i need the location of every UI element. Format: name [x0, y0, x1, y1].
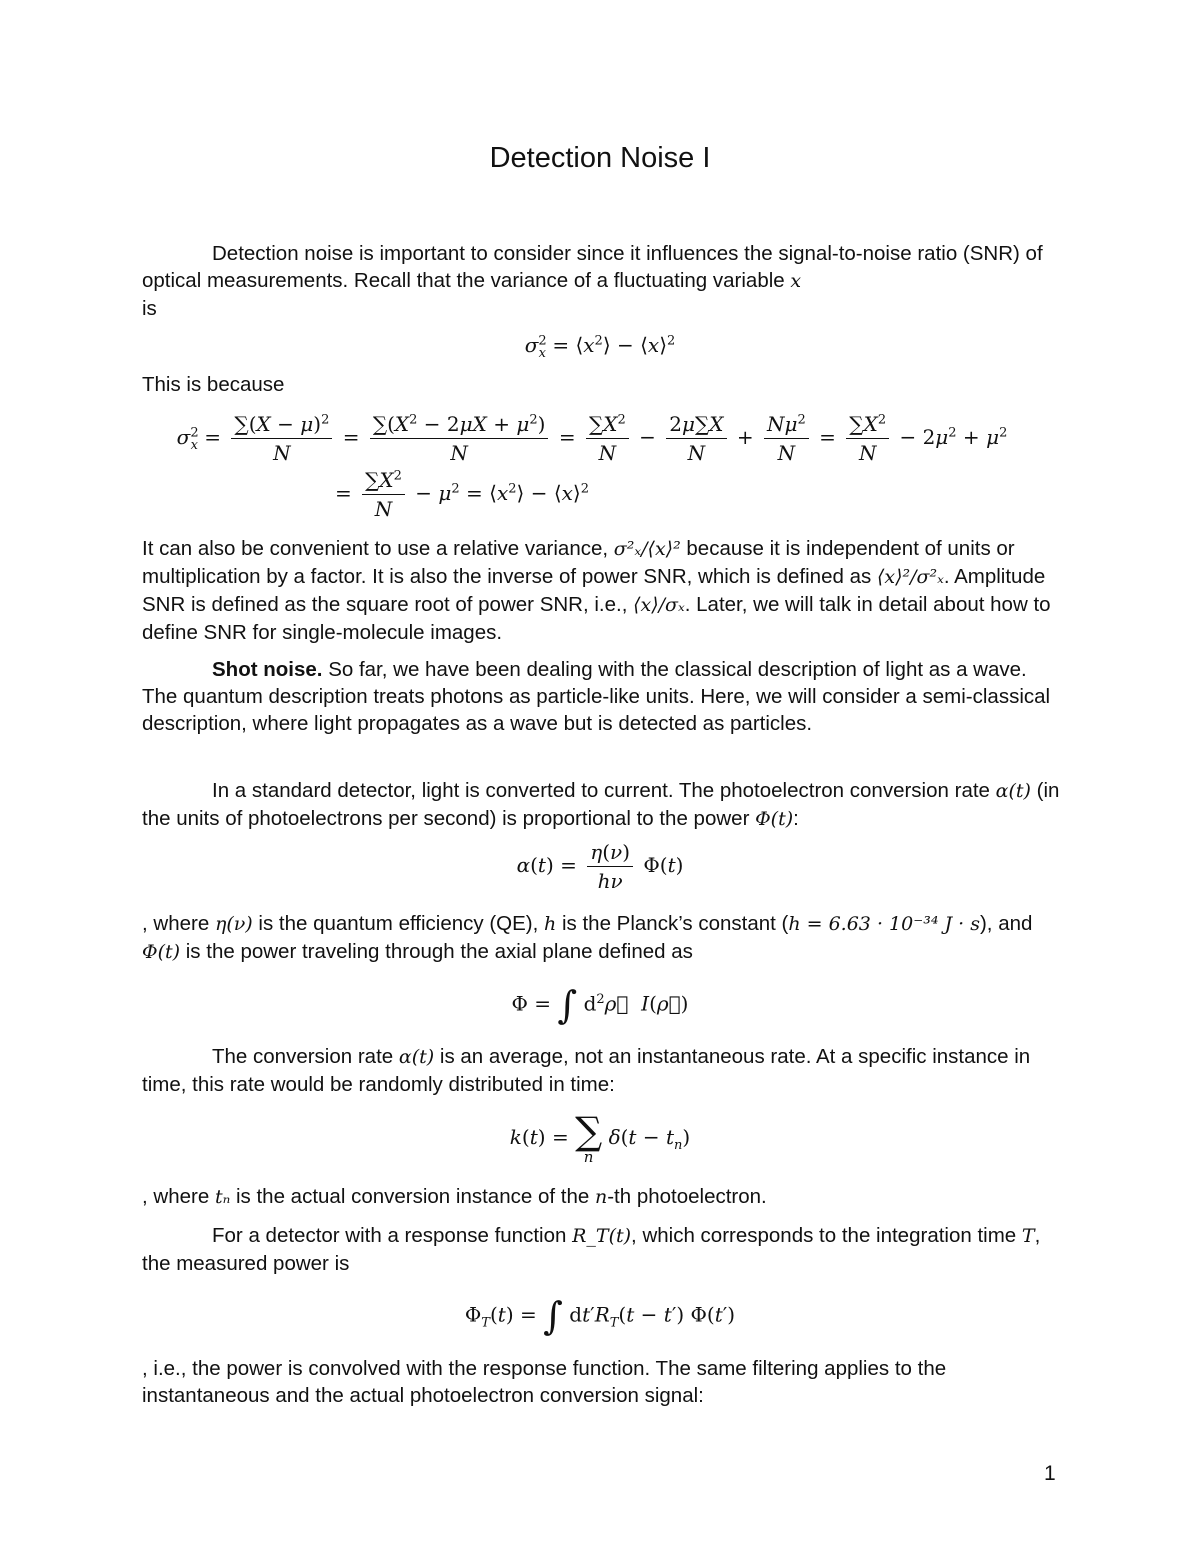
alpha-expr: α(t) — [995, 780, 1031, 802]
variable-x: x — [790, 270, 802, 292]
qe-text-e: is the power traveling through the axial plane defined as — [185, 940, 693, 963]
phi-expr: Φ(t) — [755, 808, 794, 830]
because-paragraph: This is because — [142, 373, 285, 396]
detector-text-c: : — [793, 807, 799, 830]
tn-expr: tₙ — [214, 1186, 231, 1208]
intro-paragraph — [142, 240, 1067, 322]
conversion-rate-equation: α(t) = $\frac{\eta(\nu)}{h\nu}$ Φ(t) — [516, 840, 684, 893]
planck-h: h — [544, 913, 557, 935]
conversion-rate-paragraph — [142, 1043, 1067, 1098]
page-title: Detection Noise I — [489, 142, 711, 174]
intro-text-end: is — [142, 297, 157, 320]
relative-variance-text-c: . Amplitude SNR is defined as the square root of power SNR, i.e., — [142, 565, 1046, 616]
relative-variance-text-b: because it is independent of units or multiplication by a factor. It is also the inverse of power SNR, which is defined as — [142, 537, 1015, 588]
page-number: 1 — [1044, 1462, 1056, 1485]
qe-text-c: is the Planck’s constant ( — [561, 912, 789, 935]
tn-paragraph — [142, 1183, 1067, 1211]
qe-text-a: , where — [142, 912, 210, 935]
shot-noise-heading: Shot noise. — [212, 658, 323, 681]
tn-text-b: is the actual conversion instance of the — [235, 1185, 590, 1208]
power-integral-equation: Φ = ∫ $d^2\rho⃗$ I(ρ⃗) — [511, 983, 689, 1027]
variance-derivation-line2: = $\frac{\sum X^2}{N}$ − $\mu^2$ = $⟨x^2⟩$ − ⟨x⟩$^2$ — [335, 468, 589, 521]
relative-variance-text-a: It can also be convenient to use a relative variance, — [142, 537, 609, 560]
response-function-expr: R_T(t) — [572, 1225, 632, 1247]
conversion-text-a: The conversion rate — [212, 1045, 394, 1068]
variance-derivation-line1: $\sigma^2_x$ = $\frac{\sum(X - \mu)^2}{N}$ = $\frac{\sum(X^2 - 2\mu X + \mu^2)}{N}$ = $\frac{\sum X^2}{N}$ − $\frac{2\mu\sum X}{N}$ + $\frac{N\mu^2}{N}$ = $\frac{\sum X^2}{N}$ − $2\mu^2 + \mu^2$ — [176, 412, 1008, 465]
shot-noise-text: So far, we have been dealing with the classical description of light as a wave. The quantum description treats photons as particle-like units. Here, we will consider a semi-classical description, where light propagates as a wave but is detected as particles. — [142, 658, 1051, 735]
power-snr-expr: ⟨x⟩²/σ²ₓ — [876, 566, 944, 588]
shot-noise-paragraph — [142, 656, 1067, 737]
phi-expr-2: Φ(t) — [142, 941, 181, 963]
quantum-efficiency-paragraph — [142, 910, 1067, 966]
detector-text-a: In a standard detector, light is converted to current. The photoelectron conversion rate — [212, 779, 990, 802]
conversion-text-b: is an average, not an instantaneous rate. At a specific instance in time, this rate would be randomly distributed in time: — [142, 1045, 1031, 1096]
n-expr: n — [594, 1186, 608, 1208]
detector-paragraph — [142, 777, 1067, 833]
relative-variance-text-d: . Later, we will talk in detail about how to define SNR for single-molecule images. — [142, 593, 1051, 644]
measured-power-equation: $\Phi_T(t)$ = ∫ $dt'R_T(t - t')$ Φ(t′) — [464, 1294, 736, 1338]
detector-text-b: (in the units of photoelectrons per second) is proportional to the power — [142, 779, 1060, 830]
intro-text: Detection noise is important to consider since it influences the signal-to-noise ratio (SNR) of optical measurements. Recall that the variance of a fluctuating variable — [142, 242, 1043, 292]
amplitude-snr-expr: ⟨x⟩/σₓ — [633, 594, 685, 616]
response-function-paragraph — [142, 1222, 1067, 1277]
response-text-c: , the measured power is — [142, 1224, 1041, 1275]
relative-variance-expr: σ²ₓ/⟨x⟩² — [613, 538, 681, 560]
relative-variance-paragraph — [142, 535, 1067, 646]
integration-time-T: T — [1021, 1225, 1035, 1247]
delta-sum-equation: k(t) = ∑ n $\delta(t - t_n)$ — [509, 1109, 691, 1166]
tn-text-a: , where — [142, 1185, 210, 1208]
response-text-b: , which corresponds to the integration time — [631, 1224, 1017, 1247]
qe-text-d: ), and — [979, 912, 1033, 935]
planck-value: h = 6.63 · 10⁻³⁴ J · s — [788, 913, 980, 935]
tn-text-c: -th photoelectron. — [607, 1185, 767, 1208]
eta-expr: η(ν) — [214, 913, 253, 935]
variance-equation: $\sigma^2_x$ = $⟨x^2⟩$ − ⟨x⟩$^2$ — [524, 333, 676, 361]
convolution-paragraph: , i.e., the power is convolved with the response function. The same filtering applies to the instantaneous and the actual photoelectron conversion signal: — [142, 1357, 947, 1407]
alpha-expr-2: α(t) — [398, 1046, 435, 1068]
qe-text-b: is the quantum efficiency (QE), — [258, 912, 539, 935]
response-text-a: For a detector with a response function — [212, 1224, 567, 1247]
